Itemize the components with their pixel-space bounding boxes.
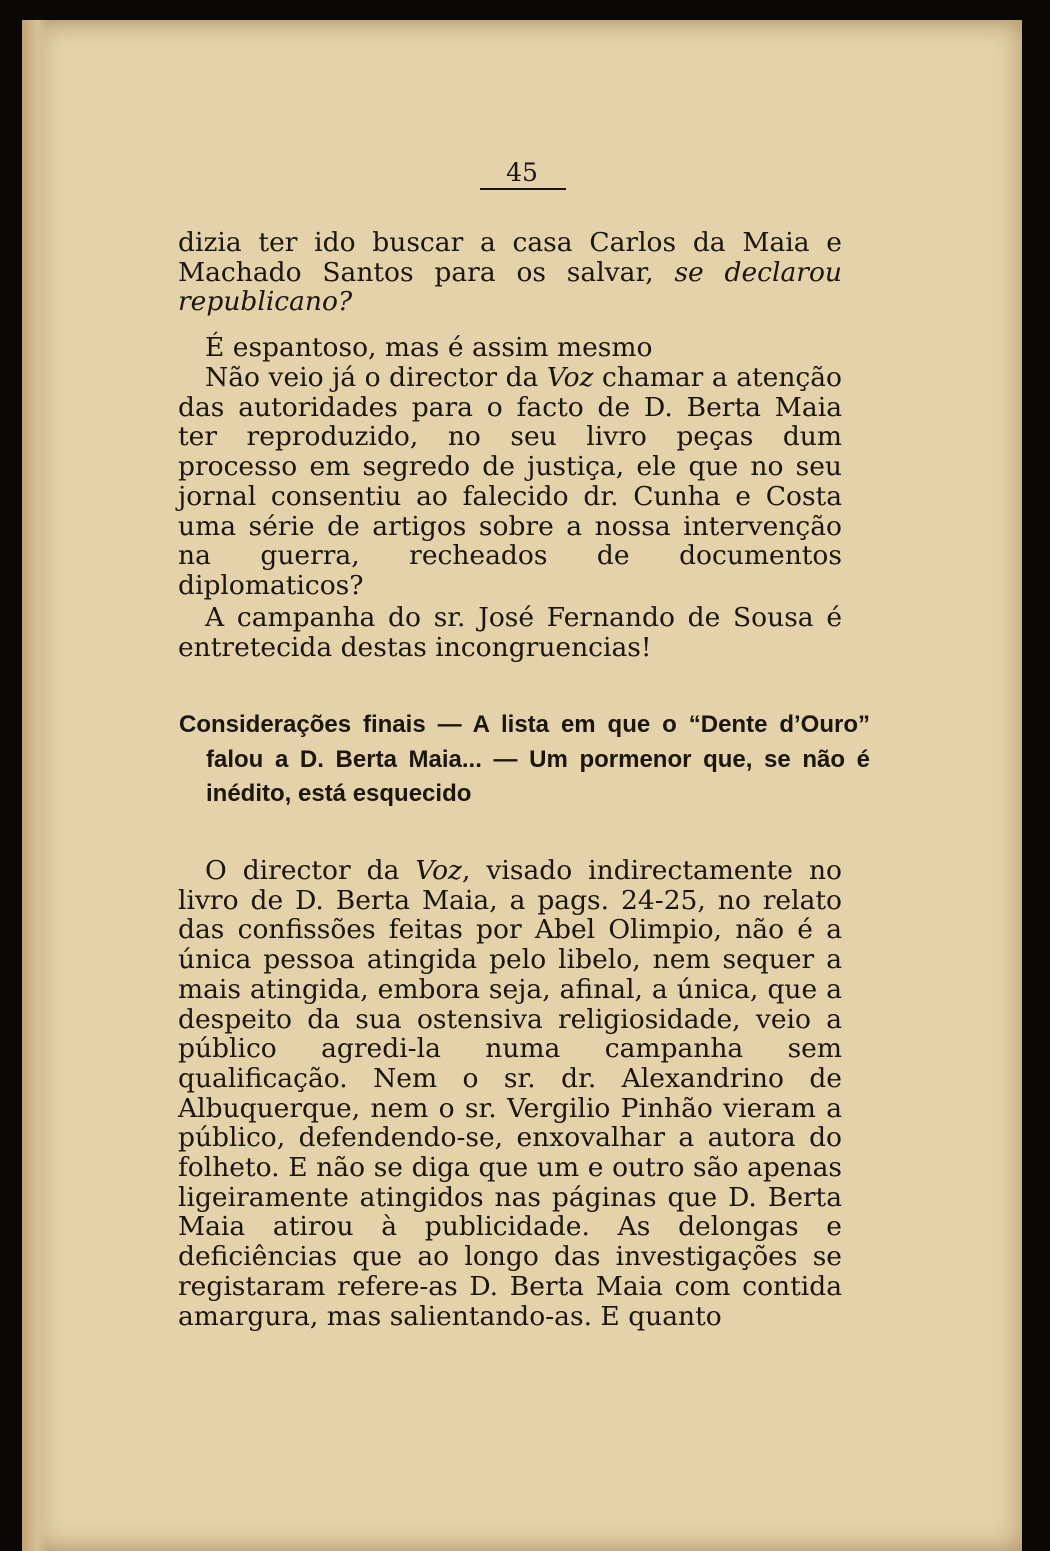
section-heading: Considerações finais — A lista em que o “Dente d’Ouro” falou a D. Berta Maia... — Um pormenor que, se não é inédito, está esquecido	[179, 711, 870, 807]
page-spine-shadow	[22, 20, 48, 1551]
page-number-rule	[480, 188, 566, 190]
paragraph-2: É espantoso, mas é assim mesmo	[205, 332, 653, 363]
book-page	[22, 20, 1022, 1551]
paragraph-4: A campanha do sr. José Fernando de Sousa é entretecida destas incongruencias!	[178, 602, 842, 663]
page-number: 45	[506, 158, 538, 187]
paragraph-3: Não veio já o director da Voz chamar a atenção das autoridades para o facto de D. Berta Maia ter reproduzido, no seu livro peças dum processo em segredo de justiça, ele que no seu jornal consentiu ao falecido dr. Cunha e Costa uma série de artigos sobre a nossa intervenção na guerra, recheados de documentos diplomaticos?	[178, 362, 842, 601]
paragraph-1: dizia ter ido buscar a casa Carlos da Maia e Machado Santos para os salvar, se declarou republicano?	[178, 227, 842, 318]
paragraph-5: O director da Voz, visado indirectamente no livro de D. Berta Maia, a pags. 24-25, no relato das confissões feitas por Abel Olimpio, não é a única pessoa atingida pelo libelo, nem sequer a mais atingida, embora seja, afinal, a única, que a despeito da sua ostensiva religiosidade, veio a público agredi-la numa campanha sem qualificação. Nem o sr. dr. Alexandrino de Albuquerque, nem o sr. Vergilio Pinhão vieram a público, defendendo-se, enxovalhar a autora do folheto. E não se diga que um e outro são apenas ligeiramente atingidos nas páginas que D. Berta Maia atirou à publicidade. As delongas e deficiências que ao longo das investigações se registaram refere-as D. Berta Maia com contida amargura, mas salientando-as. E quanto	[178, 855, 842, 1332]
